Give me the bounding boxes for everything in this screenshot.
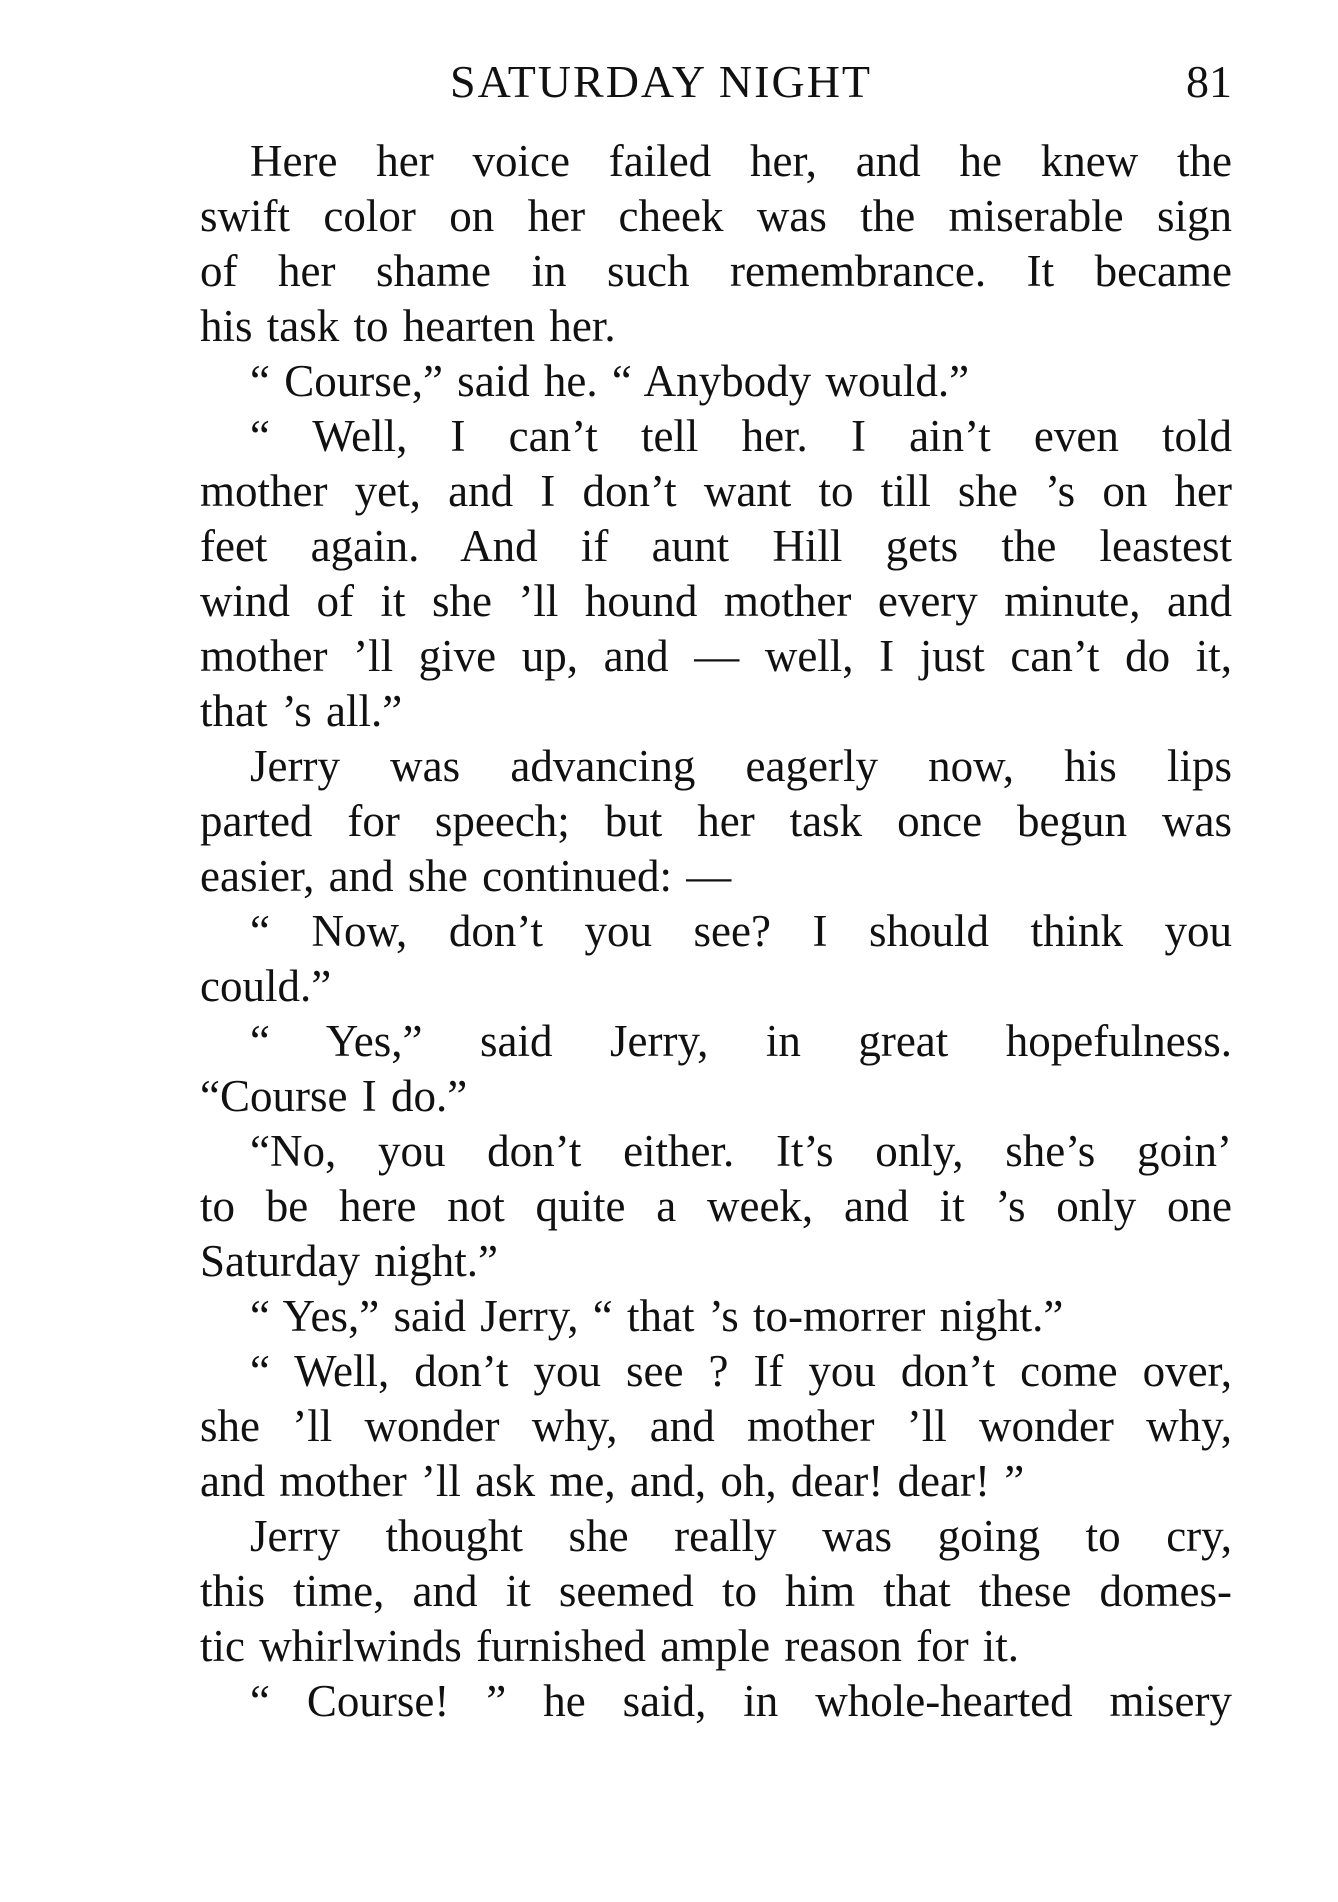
text-line: “ Course,” said he. “ Anybody would.” xyxy=(250,356,970,406)
text-line: could.” xyxy=(200,961,332,1011)
text-line: swift color on her cheek was the miserable sign xyxy=(200,191,1232,241)
text-line: and mother ’ll ask me, and, oh, dear! dear! ” xyxy=(200,1456,1025,1506)
text-line: parted for speech; but her task once begun was xyxy=(200,796,1232,846)
text-line: his task to hearten her. xyxy=(200,301,616,351)
text-line: Saturday night.” xyxy=(200,1236,498,1286)
text-line: wind of it she ’ll hound mother every minute, and xyxy=(200,576,1232,626)
text-line: mother ’ll give up, and — well, I just can’t do it, xyxy=(200,631,1232,681)
text-line: “Course I do.” xyxy=(200,1071,468,1121)
text-line: “ Course! ” he said, in whole-hearted misery xyxy=(250,1676,1232,1726)
text-line: “ Well, don’t you see ? If you don’t come over, xyxy=(250,1346,1232,1396)
text-line: Jerry was advancing eagerly now, his lips xyxy=(250,741,1232,791)
text-line: feet again. And if aunt Hill gets the leastest xyxy=(200,521,1232,571)
body-text xyxy=(200,134,1232,1729)
text-line: “ Well, I can’t tell her. I ain’t even told xyxy=(250,411,1232,461)
text-line: of her shame in such remembrance. It became xyxy=(200,246,1232,296)
text-line: this time, and it seemed to him that these domes- xyxy=(200,1566,1232,1616)
text-line: Jerry thought she really was going to cry, xyxy=(250,1511,1232,1561)
running-title: SATURDAY NIGHT xyxy=(450,56,873,107)
page-number: 81 xyxy=(1186,56,1232,107)
text-line: mother yet, and I don’t want to till she ’s on her xyxy=(200,466,1232,516)
text-line: to be here not quite a week, and it ’s only one xyxy=(200,1181,1232,1231)
text-line: that ’s all.” xyxy=(200,686,403,736)
text-line: “ Yes,” said Jerry, in great hopefulness. xyxy=(250,1016,1232,1066)
text-line: “ Now, don’t you see? I should think you xyxy=(250,906,1232,956)
text-line: easier, and she continued: — xyxy=(200,851,732,901)
text-line: she ’ll wonder why, and mother ’ll wonder why, xyxy=(200,1401,1232,1451)
text-line: “No, you don’t either. It’s only, she’s goin’ xyxy=(250,1126,1232,1176)
text-line: Here her voice failed her, and he knew the xyxy=(250,136,1232,186)
text-line: “ Yes,” said Jerry, “ that ’s to-morrer night.” xyxy=(250,1291,1064,1341)
running-head xyxy=(200,52,1232,112)
text-line: tic whirlwinds furnished ample reason for it. xyxy=(200,1621,1020,1671)
